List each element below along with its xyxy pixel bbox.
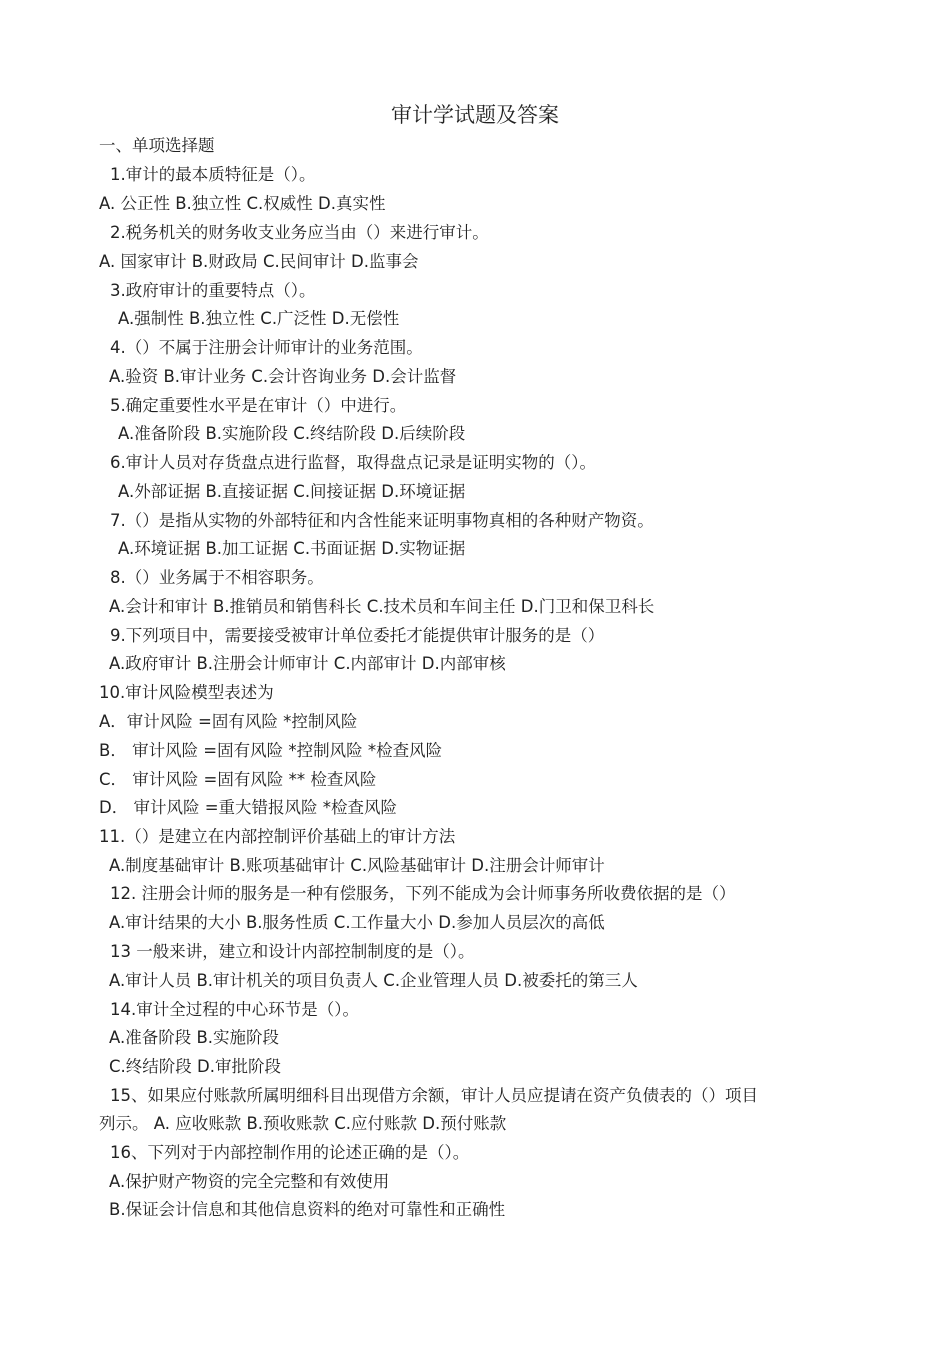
options-line: A.会计和审计 B.推销员和销售科长 C.技术员和车间主任 D.门卫和保卫科长 [109, 597, 655, 616]
options-line: C.终结阶段 D.审批阶段 [109, 1057, 281, 1076]
options-line: D． 审计风险 =重大错报风险 *检查风险 [99, 798, 398, 817]
options-line: A.强制性 B.独立性 C.广泛性 D.无偿性 [118, 309, 400, 328]
options-line: A.审计人员 B.审计机关的项目负责人 C.企业管理人员 D.被委托的第三人 [109, 971, 638, 990]
options-line: A.制度基础审计 B.账项基础审计 C.风险基础审计 D.注册会计师审计 [109, 856, 605, 875]
question-line: 8.（）业务属于不相容职务。 [110, 568, 324, 587]
options-line: A.外部证据 B.直接证据 C.间接证据 D.环境证据 [118, 482, 466, 501]
options-line: A.环境证据 B.加工证据 C.书面证据 D.实物证据 [118, 539, 466, 558]
question-continuation-line: 列示。 A. 应收账款 B.预收账款 C.应付账款 D.预付账款 [99, 1114, 507, 1133]
document-title: 审计学试题及答案 [391, 103, 559, 127]
question-line: 5.确定重要性水平是在审计（）中进行。 [110, 396, 407, 415]
question-line: 3.政府审计的重要特点（）。 [110, 281, 316, 300]
question-line: 6.审计人员对存货盘点进行监督，取得盘点记录是证明实物的（）。 [110, 453, 596, 472]
options-line: B． 审计风险 =固有风险 *控制风险 *检查风险 [99, 741, 443, 760]
options-line: A. 国家审计 B.财政局 C.民间审计 D.监事会 [99, 252, 419, 271]
options-line: A.保护财产物资的完全完整和有效使用 [109, 1172, 390, 1191]
options-line: A.验资 B.审计业务 C.会计咨询业务 D.会计监督 [109, 367, 457, 386]
question-line: 15、如果应付账款所属明细科目出现借方余额，审计人员应提请在资产负债表的（）项目 [110, 1086, 758, 1105]
options-line: A. 公正性 B.独立性 C.权威性 D.真实性 [99, 194, 386, 213]
question-line: 7.（）是指从实物的外部特征和内含性能来证明事物真相的各种财产物资。 [110, 511, 654, 530]
question-line: 13 一般来讲，建立和设计内部控制制度的是（）。 [110, 942, 475, 961]
question-line: 16、下列对于内部控制作用的论述正确的是（）。 [110, 1143, 470, 1162]
question-line: 14.审计全过程的中心环节是（）。 [110, 1000, 359, 1019]
question-line: 12. 注册会计师的服务是一种有偿服务，下列不能成为会计师事务所收费依据的是（） [110, 884, 736, 903]
options-line: A.准备阶段 B.实施阶段 [109, 1028, 280, 1047]
question-line: 2.税务机关的财务收支业务应当由（）来进行审计。 [110, 223, 489, 242]
question-line: 9.下列项目中，需要接受被审计单位委托才能提供审计服务的是（） [110, 626, 605, 645]
options-line: B.保证会计信息和其他信息资料的绝对可靠性和正确性 [109, 1200, 506, 1219]
question-line: 4.（）不属于注册会计师审计的业务范围。 [110, 338, 423, 357]
options-line: A.准备阶段 B.实施阶段 C.终结阶段 D.后续阶段 [118, 424, 466, 443]
question-line: 10.审计风险模型表述为 [99, 683, 274, 702]
options-line: A.审计结果的大小 B.服务性质 C.工作量大小 D.参加人员层次的高低 [109, 913, 605, 932]
options-line: A.政府审计 B.注册会计师审计 C.内部审计 D.内部审核 [109, 654, 506, 673]
question-line: 11.（）是建立在内部控制评价基础上的审计方法 [99, 827, 456, 846]
question-line: 1.审计的最本质特征是（）。 [110, 165, 316, 184]
options-line: C． 审计风险 =固有风险 ** 检查风险 [99, 770, 377, 789]
options-line: A．审计风险 =固有风险 *控制风险 [99, 712, 358, 731]
section-heading: 一、单项选择题 [99, 136, 215, 155]
